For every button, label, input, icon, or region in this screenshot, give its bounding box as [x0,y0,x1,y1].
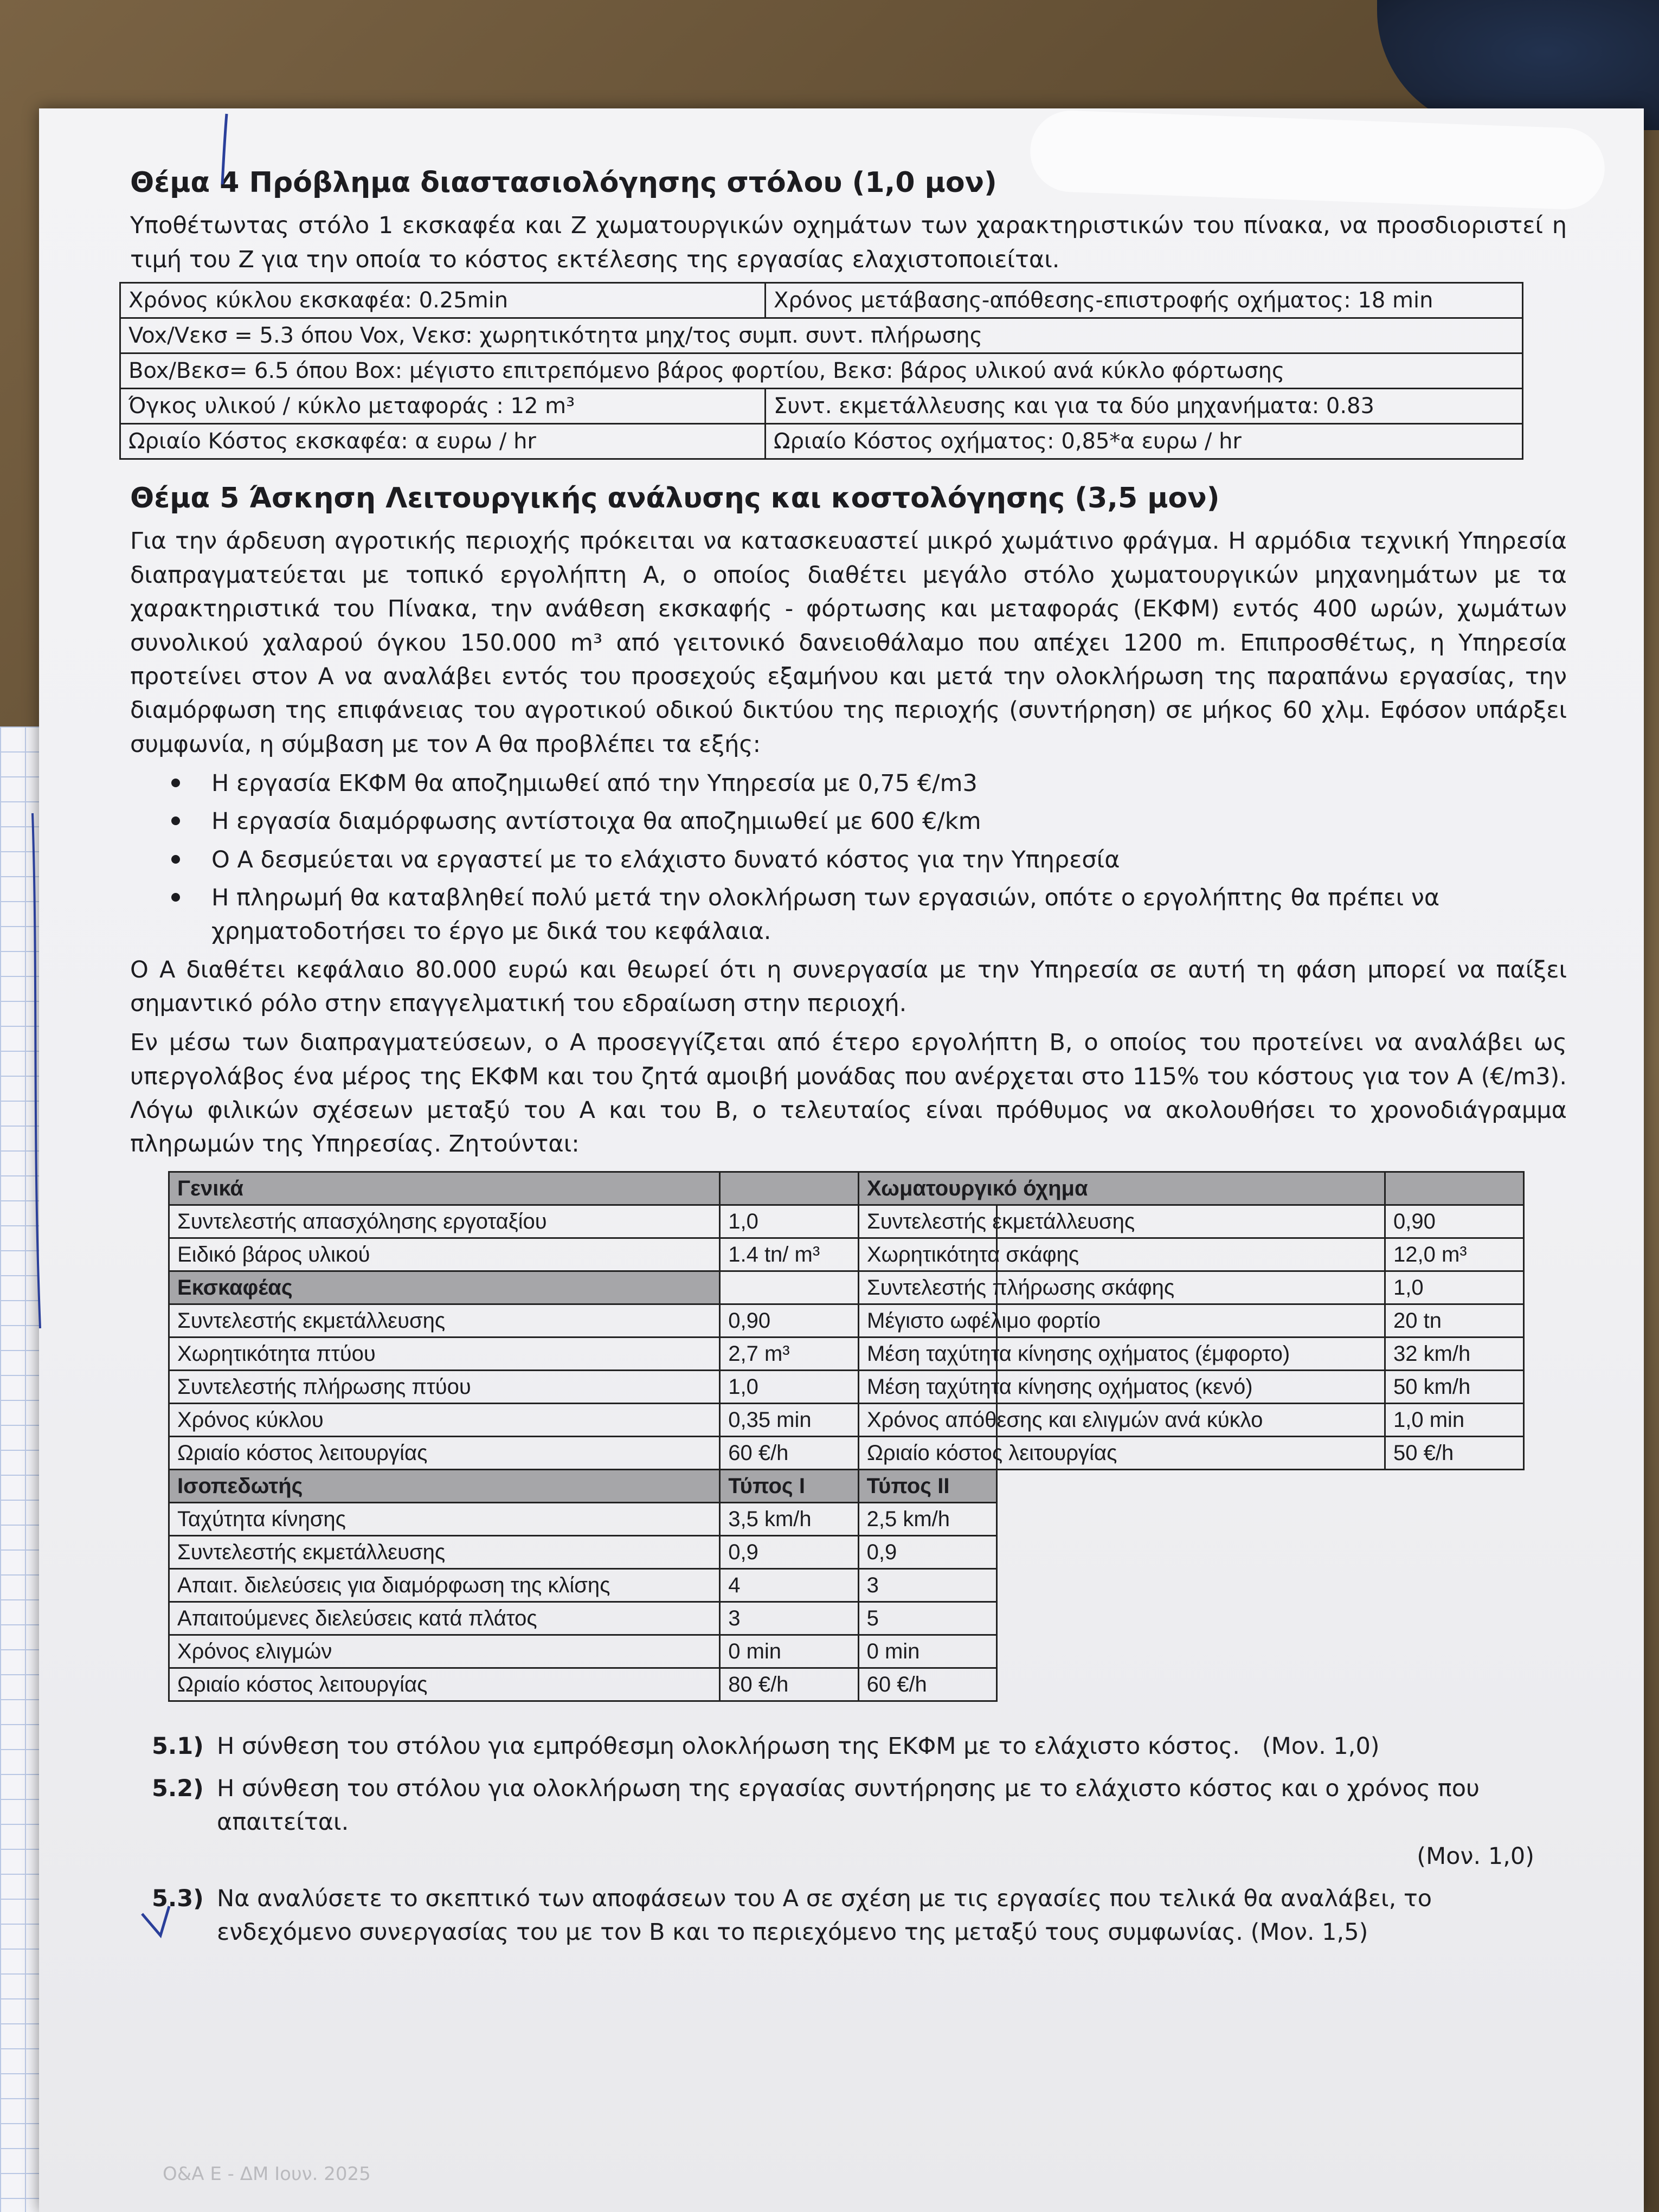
cell: Ειδικό βάρος υλικού [169,1238,720,1271]
cell: Χρόνος κύκλου [169,1403,720,1436]
cell: Ωριαίο κόστος λειτουργίας [169,1668,720,1701]
question-text [217,1882,1567,1950]
cell: Χρόνος απόθεσης και ελιγμών ανά κύκλο [859,1403,1385,1436]
cell: 12,0 m³ [1385,1238,1524,1271]
cell: 0,9 [720,1535,858,1568]
question-marks: (Μον. 1,0) [1417,1842,1534,1870]
cell: 60 €/h [858,1668,996,1701]
table-row [859,1304,1524,1337]
table-row [859,1403,1524,1436]
table-row [859,1205,1524,1238]
list-item: Η εργασία διαμόρφωσης αντίστοιχα θα αποζημιωθεί με 600 €/km [168,805,1567,838]
question-marks: (Μον. 1,5) [1250,1919,1368,1946]
cell: 0,90 [1385,1205,1524,1238]
cell: Συντελεστής απασχόλησης εργοταξίου [169,1205,720,1238]
cell: Ωριαίο κόστος λειτουργίας [169,1436,720,1469]
table-row [859,1337,1524,1370]
table-row [169,1568,997,1602]
cell: 3 [858,1568,996,1602]
cell: 50 €/h [1385,1436,1524,1469]
cell: 1.4 tn/ m³ [720,1238,997,1271]
table-header-row [859,1172,1524,1205]
table-row [859,1436,1524,1469]
cell: Συντελεστής εκμετάλλευσης [169,1304,720,1337]
cell: Απαιτούμενες διελεύσεις κατά πλάτος [169,1602,720,1635]
cell: 60 €/h [720,1436,997,1469]
cell: 32 km/h [1385,1337,1524,1370]
cell: Τύπος Ι [720,1469,858,1502]
cell: Όγκος υλικού / κύκλο μεταφοράς : 12 m³ [120,389,766,424]
cell: Τύπος ΙΙ [858,1469,996,1502]
cell: 1,0 [1385,1271,1524,1304]
cell: Συντελεστής εκμετάλλευσης [169,1535,720,1568]
cell: 0,35 min [720,1403,997,1436]
cell: 2,7 m³ [720,1337,997,1370]
exam-content [92,163,1567,1958]
cell: Συντελεστής εκμετάλλευσης [859,1205,1385,1238]
question-text [217,1729,1567,1763]
cell: Συντ. εκμετάλλευσης και για τα δύο μηχανήματα: 0.83 [766,389,1523,424]
machinery-tables [168,1171,1567,1713]
cell: Συντελεστής πλήρωσης πτύου [169,1370,720,1403]
cell: Ωριαίο Κόστος εκσκαφέα: α ευρω / hr [120,424,766,459]
cell: Χρόνος ελιγμών [169,1635,720,1668]
table-row [120,318,1523,353]
topic5-paragraph-3: Εν μέσω των διαπραγματεύσεων, ο Α προσεγγίζεται από έτερο εργολήπτη Β, ο οποίος του προτείνει να αναλάβει ως υπεργολάβος ένα μέρος της ΕΚΦΜ και του ζητά αμοιβή μονάδας που ανέρχεται στο 115% του κόστους για τον Α (€/m3). Λόγω φιλικών σχέσεων μεταξύ του Α και του Β, ο τελευταίος είναι πρόθυμος να ακολουθήσει το χρονοδιάγραμμα πληρωμών της Υπηρεσίας. Ζητούνται: [130,1029,1567,1158]
cell: 3,5 km/h [720,1502,858,1535]
table-row [859,1370,1524,1403]
cell: Μέση ταχύτητα κίνησης οχήματος (έμφορτο) [859,1337,1385,1370]
cell: Μέγιστο ωφέλιμο φορτίο [859,1304,1385,1337]
cell: Εκσκαφέας [169,1271,720,1304]
cell: 2,5 km/h [858,1502,996,1535]
topic4-title: Θέμα 4 Πρόβλημα διαστασιολόγησης στόλου (1,0 μον) [130,166,997,199]
table-row [169,1535,997,1568]
cell: Ωριαίο Κόστος οχήματος: 0,85*α ευρω / hr [766,424,1523,459]
cell: Χωρητικότητα πτύου [169,1337,720,1370]
cell: Απαιτ. διελεύσεις για διαμόρφωση της κλίσης [169,1568,720,1602]
cell: 1,0 min [1385,1403,1524,1436]
question-marks: (Μον. 1,0) [1262,1732,1380,1760]
cell: 1,0 [720,1370,997,1403]
cell: 3 [720,1602,858,1635]
list-item: Ο Α δεσμεύεται να εργαστεί με το ελάχιστο δυνατό κόστος για την Υπηρεσία [168,843,1567,877]
topic4-text: Υποθέτωντας στόλο 1 εκσκαφέα και Ζ χωματουργικών οχημάτων των χαρακτηριστικών του πίνακα, να προσδιοριστεί η τιμή του Ζ για την οποία το κόστος εκτέλεσης της εργασίας ελαχιστοποιείται. [130,212,1567,273]
questions-list [152,1729,1567,1950]
cell: 0,9 [858,1535,996,1568]
cell: Ισοπεδωτής [169,1469,720,1502]
cell: Ταχύτητα κίνησης [169,1502,720,1535]
cell: Χρόνος μετάβασης-απόθεσης-επιστροφής οχήματος: 18 min [766,283,1523,318]
question-body: Να αναλύσετε το σκεπτικό των αποφάσεων του Α σε σχέση με τις εργασίες που τελικά θα αναλάβει, το ενδεχόμενο συνεργασίας του με τον Β και το περιεχόμενο της μεταξύ τους συμφωνίας. [217,1885,1432,1946]
list-item: Η πληρωμή θα καταβληθεί πολύ μετά την ολοκλήρωση των εργασιών, οπότε ο εργολήπτης θα πρέπει να χρηματοδοτήσει το έργο με δικά του κεφάλαια. [168,881,1567,949]
cell: Βox/Βεκσ= 6.5 όπου Βox: μέγιστο επιτρεπόμενο βάρος φορτίου, Βεκσ: βάρος υλικού ανά κύκλο φόρτωσης [120,353,1523,389]
page-footer: Ο&Α Ε - ΔΜ Ιουν. 2025 [163,2163,371,2185]
cell [1385,1172,1524,1205]
table-row [169,1602,997,1635]
table-row [859,1238,1524,1271]
cell: 5 [858,1602,996,1635]
topic5-paragraph-2: Ο Α διαθέτει κεφάλαιο 80.000 ευρώ και θεωρεί ότι η συνεργασία με την Υπηρεσία σε αυτή τη φάση μπορεί να παίξει σημαντικό ρόλο στην επαγγελματική του εδραίωση στην περιοχή. [130,956,1567,1017]
question-number: 5.3) [152,1885,204,1913]
table-row [120,283,1523,318]
table-row [120,389,1523,424]
table-row [120,424,1523,459]
cell: Χρόνος κύκλου εκσκαφέα: 0.25min [120,283,766,318]
topic4-table [119,282,1523,460]
table-header-row [169,1469,997,1502]
question-body: Η σύνθεση του στόλου για εμπρόθεσμη ολοκλήρωση της ΕΚΦΜ με το ελάχιστο κόστος. [217,1732,1240,1760]
question-number: 5.2) [152,1775,204,1802]
cell: 20 tn [1385,1304,1524,1337]
cell: 80 €/h [720,1668,858,1701]
cell: Γενικά [169,1172,720,1205]
question-item [152,1772,1567,1873]
cell: 50 km/h [1385,1370,1524,1403]
table-row [120,353,1523,389]
question-body: Η σύνθεση του στόλου για ολοκλήρωση της εργασίας συντήρησης με το ελάχιστο κόστος και ο χρόνος που απαιτείται. [217,1775,1480,1836]
table-row [169,1502,997,1535]
cell: 0 min [720,1635,858,1668]
question-item [152,1882,1567,1950]
list-item: Η εργασία ΕΚΦΜ θα αποζημιωθεί από την Υπηρεσία με 0,75 €/m3 [168,767,1567,800]
question-item [152,1729,1567,1763]
topic5-title: Θέμα 5 Άσκηση Λειτουργικής ανάλυσης και κοστολόγησης (3,5 μον) [130,482,1220,515]
cell: Μέση ταχύτητα κίνησης οχήματος (κενό) [859,1370,1385,1403]
cell: Συντελεστής πλήρωσης σκάφης [859,1271,1385,1304]
cell: Χωματουργικό όχημα [859,1172,1385,1205]
vehicle-table [858,1171,1525,1470]
topic5-terms-list [168,767,1567,949]
cell: 0 min [858,1635,996,1668]
question-text [217,1772,1567,1873]
topic5-paragraph-1: Για την άρδευση αγροτικής περιοχής πρόκειται να κατασκευαστεί μικρό χωμάτινο φράγμα. Η αρμόδια τεχνική Υπηρεσία διαπραγματεύεται με τοπικό εργολήπτη Α, ο οποίος διαθέτει μεγάλο στόλο χωματουργικών μηχανημάτων με τα χαρακτηριστικά του Πίνακα, την ανάθεση εκσκαφής - φόρτωσης και μεταφοράς (ΕΚΦΜ) εντός 400 ωρών, χωμάτων συνολικού χαλαρού όγκου 150.000 m³ από γειτονικό δανειοθάλαμο που απέχει 1200 m. Επιπροσθέτως, η Υπηρεσία προτείνει στον Α να αναλάβει εντός του προσεχούς εξαμήνου και μετά την ολοκλήρωση της παραπάνω εργασίας, την διαμόρφωση της επιφάνειας του αγροτικού οδικού δικτύου της περιοχής (συντήρηση) σε μήκος 60 χλμ. Εφόσον υπάρξει συμφωνία, η σύμβαση με τον Α θα προβλέπει τα εξής: [130,528,1567,758]
cell: 4 [720,1568,858,1602]
cell: Ωριαίο κόστος λειτουργίας [859,1436,1385,1469]
cell: Χωρητικότητα σκάφης [859,1238,1385,1271]
table-row [169,1635,997,1668]
cell: 1,0 [720,1205,997,1238]
cell: 0,90 [720,1304,997,1337]
table-row [859,1271,1524,1304]
question-number: 5.1) [152,1732,204,1760]
cell: Vox/Vεκσ = 5.3 όπου Vox, Vεκσ: χωρητικότητα μηχ/τος συμπ. συντ. πλήρωσης [120,318,1523,353]
table-row [169,1668,997,1701]
